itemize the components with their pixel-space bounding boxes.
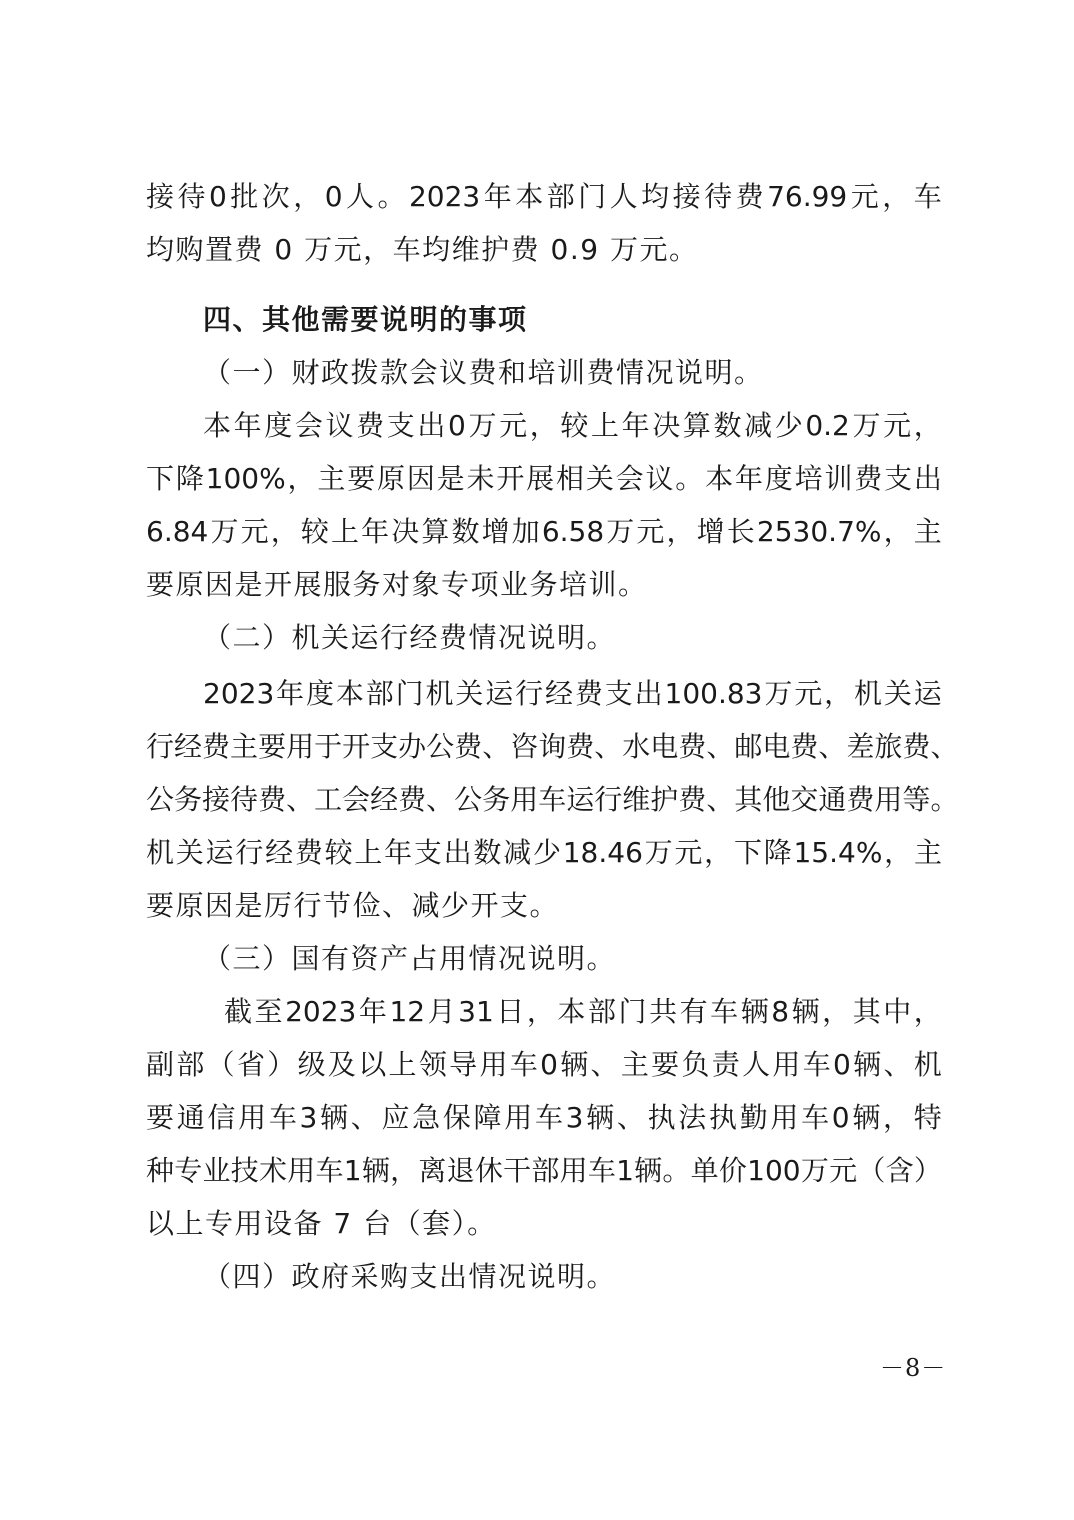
subsection-heading-one: （一）财政拨款会议费和培训费情况说明。	[203, 356, 764, 389]
body-line-1: 接 待 0 批 次 ， 0 人 。 2023 年 本 部 门 人 均 接 待 费 76.99 元 ， 车	[146, 180, 942, 213]
body-line-6: 要原因是开展服务对象专项业务培训。	[146, 568, 648, 601]
body-line-16: 以上专用设备 7 台（套）。	[146, 1207, 497, 1240]
body-line-2: 均购置费 0 万元，车均维护费 0.9 万元。	[146, 233, 699, 266]
body-line-4: 下 降 100% ， 主 要 原 因 是 未 开 展 相 关 会 议 。 本 年 度 培 训 费 支 出	[146, 462, 942, 495]
body-line-7: 2023 年 度 本 部 门 机 关 运 行 经 费 支 出 100.83 万 元 ， 机 关 运	[203, 677, 942, 710]
body-line-13: 副 部 （ 省 ） 级 及 以 上 领 导 用 车 0 辆 、 主 要 负 责 人 用 车 0 辆 、 机	[146, 1048, 942, 1081]
section-heading-four: 四、其他需要说明的事项	[203, 303, 528, 336]
page-number: －8－	[880, 1354, 947, 1382]
body-line-12: 截 至 2023 年 12 月 31 日 ， 本 部 门 共 有 车 辆 8 辆 ， 其 中 ，	[224, 995, 942, 1028]
subsection-heading-three: （三）国有资产占用情况说明。	[203, 942, 617, 975]
body-line-3: 本 年 度 会 议 费 支 出 0 万 元 ， 较 上 年 决 算 数 减 少 0.2 万 元 ，	[203, 409, 942, 442]
body-line-9: 公 务 接 待 费 、 工 会 经 费 、 公 务 用 车 运 行 维 护 费 、 其 他 交 通 费 用 等 。	[146, 783, 959, 816]
subsection-heading-two: （二）机关运行经费情况说明。	[203, 621, 617, 654]
body-line-8: 行 经 费 主 要 用 于 开 支 办 公 费 、 咨 询 费 、 水 电 费 、 邮 电 费 、 差 旅 费 、	[146, 730, 959, 763]
body-line-10: 机 关 运 行 经 费 较 上 年 支 出 数 减 少 18.46 万 元 ， 下 降 15.4% ， 主	[146, 836, 942, 869]
body-line-15: 种 专 业 技 术 用 车 1 辆 ， 离 退 休 干 部 用 车 1 辆 。 单 价 100 万 元 （ 含 ）	[146, 1154, 942, 1187]
subsection-heading-four: （四）政府采购支出情况说明。	[203, 1260, 617, 1293]
body-line-5: 6.84 万 元 ， 较 上 年 决 算 数 增 加 6.58 万 元 ， 增 长 2530.7% ， 主	[146, 515, 942, 548]
body-line-14: 要 通 信 用 车 3 辆 、 应 急 保 障 用 车 3 辆 、 执 法 执 勤 用 车 0 辆 ， 特	[146, 1101, 942, 1134]
body-line-11: 要原因是厉行节俭、减少开支。	[146, 889, 560, 922]
